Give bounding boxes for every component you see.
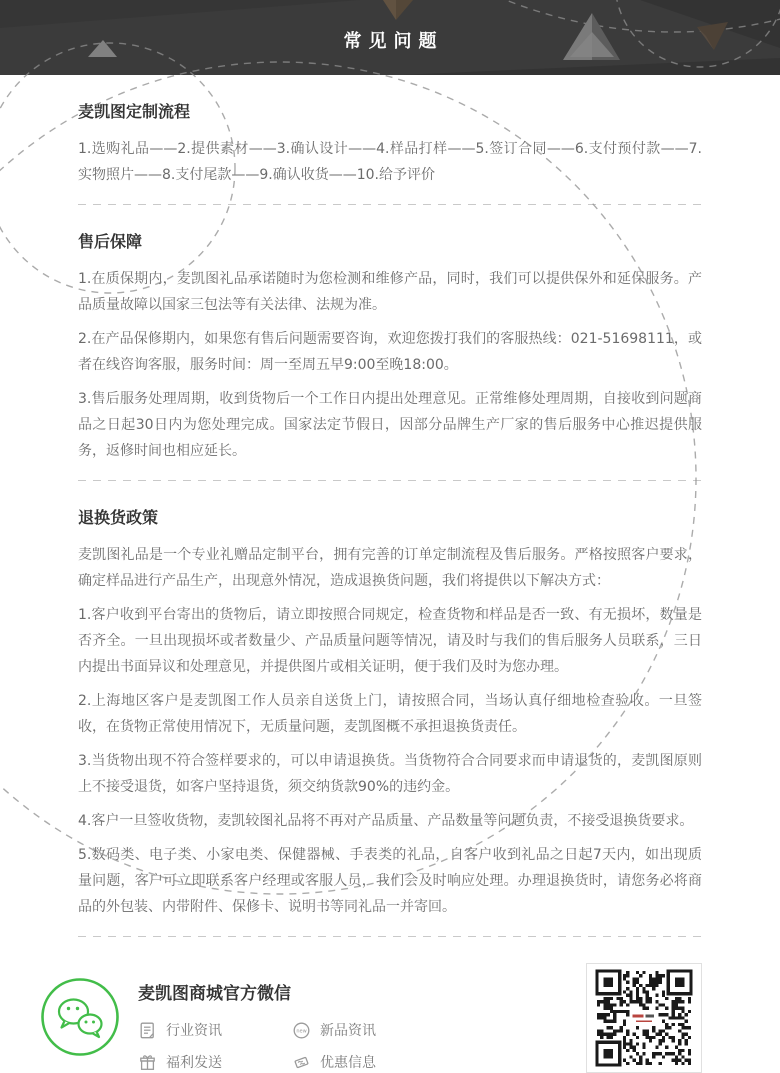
feature-label: 新品资讯 <box>320 1023 376 1039</box>
policy-paragraph: 4.客户一旦签收货物，麦凯较图礼品将不再对产品质量、产品数量等问题负责，不接受退换货要求。 <box>78 813 694 829</box>
process-steps-text: 1.选购礼品——2.提供素材——3.确认设计——4.样品打样——5.签订合同——6.支付预付款——7.实物照片——8.支付尾款——9.确认收货——10.给予评价 <box>78 141 702 183</box>
policy-paragraph: 3.当货物出现不符合签样要求的，可以申请退换货。当货物符合合同要求而申请退货的，麦凯图原则上不接受退货，如客户坚持退货，须交纳货款90%的违约金。 <box>78 753 702 795</box>
feature-label: 行业资讯 <box>166 1023 222 1039</box>
wechat-icon <box>40 977 120 1061</box>
page-title: 常见问题 <box>343 31 444 52</box>
new-badge-icon <box>292 1021 311 1040</box>
policy-paragraph: 1.在质保期内，麦凯图礼品承诺随时为您检测和维修产品，同时，我们可以提供保外和延保服务。产品质量故障以国家三包法等有关法律、法规为准。 <box>78 271 702 313</box>
wechat-footer <box>0 937 780 1073</box>
page-header-banner <box>0 0 780 75</box>
section-return-policy <box>78 481 702 920</box>
policy-paragraph: 2.在产品保修期内，如果您有售后问题需要咨询，欢迎您拨打我们的客服热线：021-51698111，或者在线咨询客服，服务时间：周一至周五早9:00至晚18:00。 <box>78 331 702 373</box>
feature-industry-news <box>138 1020 266 1040</box>
svg-text:new: new <box>296 1027 307 1034</box>
qr-code <box>586 963 702 1073</box>
policy-paragraph: 2.上海地区客户是麦凯图工作人员亲自送货上门，请按照合同，当场认真仔细地检查验收。一旦签收，在货物正常使用情况下，无质量问题，麦凯图概不承担退换货责任。 <box>78 693 702 735</box>
gift-icon <box>138 1053 157 1072</box>
policy-paragraph: 1.客户收到平台寄出的货物后，请立即按照合同规定，检查货物和样品是否一致、有无损坏，数量是否齐全。一旦出现损坏或者数量少、产品质量问题等情况，请及时与我们的售后服务人员联系，三日内提出书面异议和处理意见，并提供图片或相关证明，便于我们及时为您办理。 <box>78 607 702 675</box>
feature-label: 福利发送 <box>166 1055 222 1071</box>
policy-paragraph: 麦凯图礼品是一个专业礼赠品定制平台，拥有完善的订单定制流程及售后服务。严格按照客户要求，确定样品进行产品生产，出现意外情况，造成退换货问题，我们将提供以下解决方式： <box>78 547 702 589</box>
wechat-title: 麦凯图商城官方微信 <box>138 984 291 1004</box>
wechat-info <box>138 979 376 1072</box>
section-heading: 售后保障 <box>78 232 143 251</box>
section-heading: 麦凯图定制流程 <box>78 102 191 121</box>
feature-label: 优惠信息 <box>320 1055 376 1071</box>
section-custom-process <box>78 75 702 188</box>
policy-paragraph: 3.售后服务处理周期，收到货物后一个工作日内提出处理意见。正常维修处理周期，自接收到问题商品之日起30日内为您处理完成。国家法定节假日，因部分品牌生产厂家的售后服务中心推迟提供服务，返修时间也相应延长。 <box>78 391 702 459</box>
feature-grid <box>138 1020 376 1072</box>
content-area <box>0 75 780 937</box>
section-heading: 退换货政策 <box>78 508 159 527</box>
feature-benefits <box>138 1052 266 1072</box>
coupon-icon <box>292 1053 311 1072</box>
policy-paragraph: 5.数码类、电子类、小家电类、保健器械、手表类的礼品，自客户收到礼品之日起7天内，如出现质量问题，客户可立即联系客户经理或客服人员，我们会及时响应处理。办理退换货时，请您务必将商品的外包装、内带附件、保修卡、说明书等同礼品一并寄回。 <box>78 847 702 915</box>
news-doc-icon <box>138 1021 157 1040</box>
feature-new-products <box>292 1020 376 1040</box>
section-aftersales <box>78 205 702 464</box>
feature-discount-info <box>292 1052 376 1072</box>
